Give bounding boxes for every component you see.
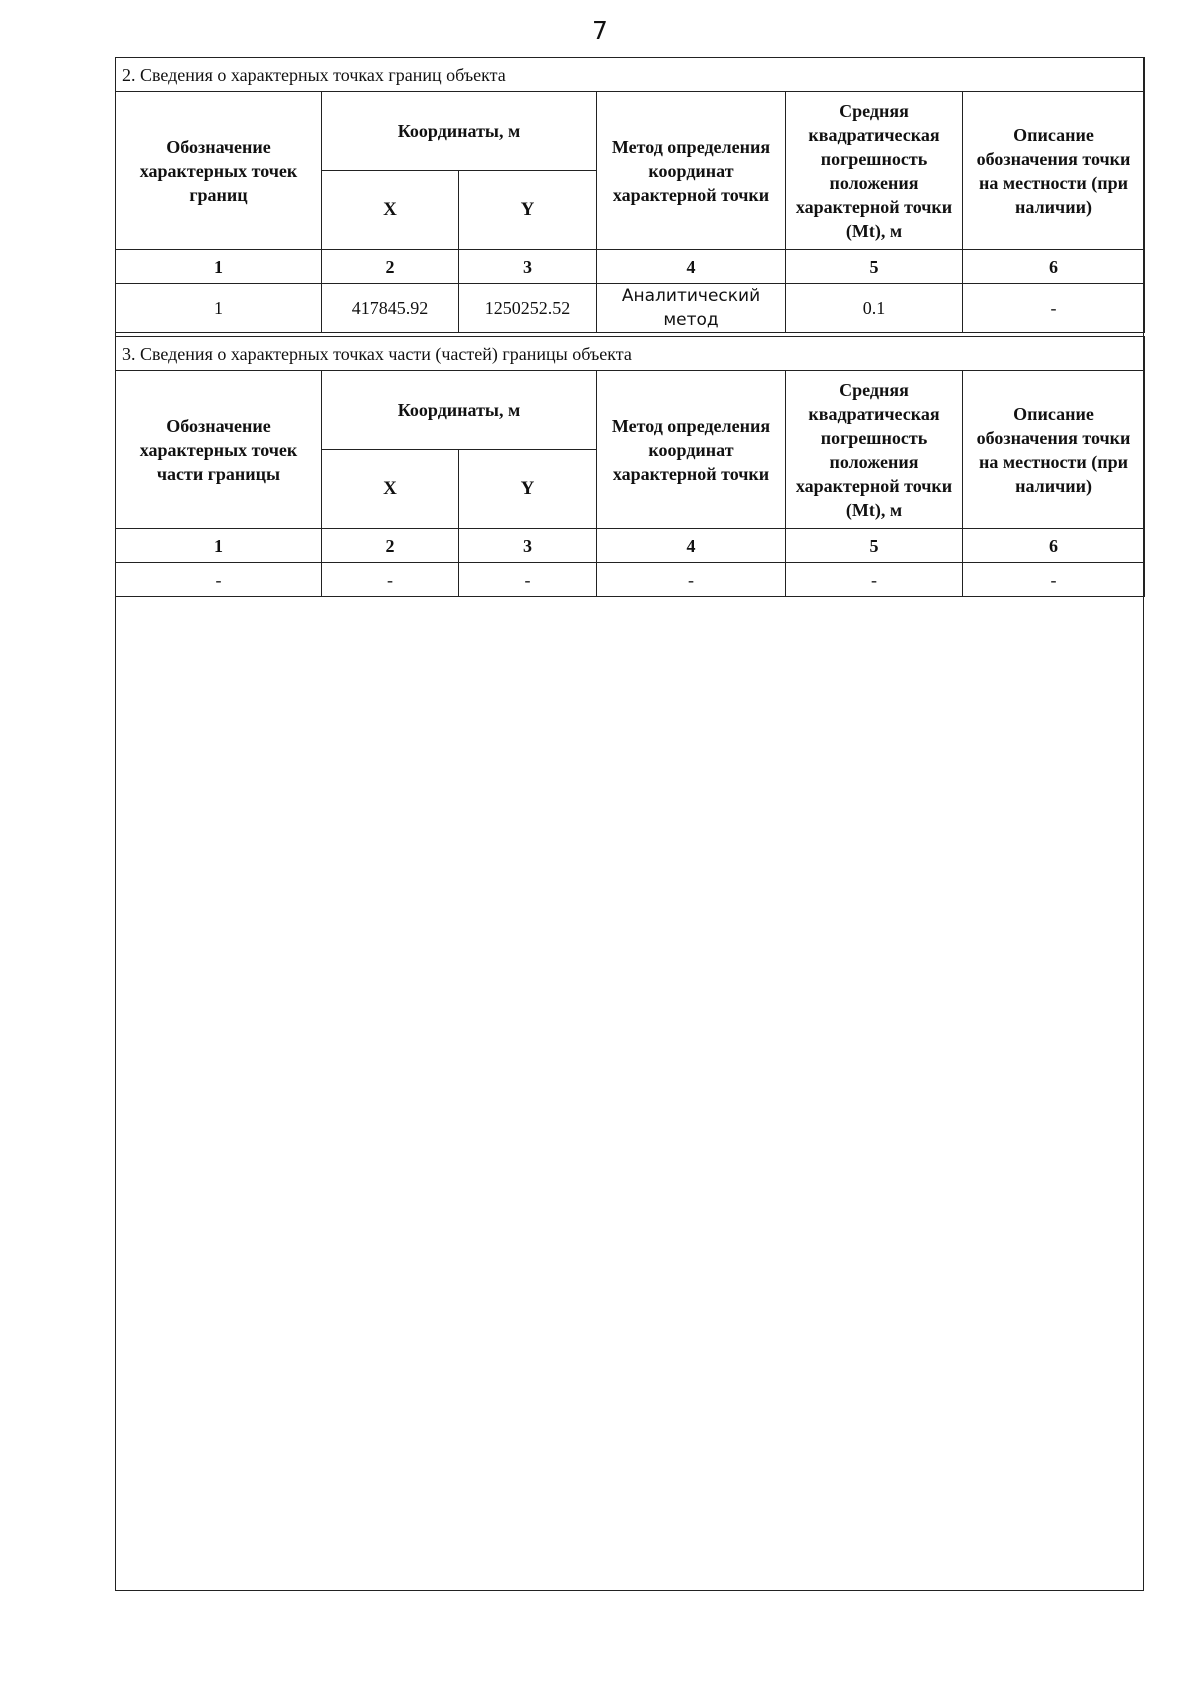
header-coordinates: Координаты, м <box>322 371 597 450</box>
coord-y: 1250252.52 <box>459 284 597 333</box>
column-number: 6 <box>963 529 1145 563</box>
header-method: Метод определения координат характерной точки <box>597 371 786 529</box>
column-number: 2 <box>322 529 459 563</box>
coord-x: - <box>322 563 459 597</box>
part-boundary-points-table <box>115 336 1145 597</box>
header-y: Y <box>459 450 597 529</box>
error-cell: 0.1 <box>786 284 963 333</box>
description-cell: - <box>963 284 1145 333</box>
column-number: 6 <box>963 250 1145 284</box>
point-id: 1 <box>116 284 322 333</box>
method-cell: - <box>597 563 786 597</box>
table-row <box>116 284 1145 333</box>
header-description: Описание обозначения точки на местности (при наличии) <box>963 92 1145 250</box>
header-method: Метод определения координат характерной точки <box>597 92 786 250</box>
description-cell: - <box>963 563 1145 597</box>
header-designation: Обозначение характерных точек части границы <box>116 371 322 529</box>
point-id: - <box>116 563 322 597</box>
coord-x: 417845.92 <box>322 284 459 333</box>
column-number: 5 <box>786 250 963 284</box>
column-number: 5 <box>786 529 963 563</box>
column-number: 1 <box>116 250 322 284</box>
section-title: 3. Сведения о характерных точках части (частей) границы объекта <box>116 337 1145 371</box>
header-designation: Обозначение характерных точек границ <box>116 92 322 250</box>
column-number: 1 <box>116 529 322 563</box>
header-x: X <box>322 171 459 250</box>
boundary-points-table <box>115 57 1145 333</box>
page-number: 7 <box>592 16 608 45</box>
column-number: 3 <box>459 250 597 284</box>
header-error: Средняя квадратическая погрешность положения характерной точки (Mt), м <box>786 92 963 250</box>
table-row <box>116 563 1145 597</box>
header-x: X <box>322 450 459 529</box>
column-number: 4 <box>597 250 786 284</box>
column-number: 4 <box>597 529 786 563</box>
column-number: 2 <box>322 250 459 284</box>
section-title: 2. Сведения о характерных точках границ объекта <box>116 58 1145 92</box>
header-description: Описание обозначения точки на местности (при наличии) <box>963 371 1145 529</box>
method-cell: Аналитический метод <box>597 284 786 333</box>
header-error: Средняя квадратическая погрешность положения характерной точки (Mt), м <box>786 371 963 529</box>
header-y: Y <box>459 171 597 250</box>
header-coordinates: Координаты, м <box>322 92 597 171</box>
column-number: 3 <box>459 529 597 563</box>
error-cell: - <box>786 563 963 597</box>
coord-y: - <box>459 563 597 597</box>
